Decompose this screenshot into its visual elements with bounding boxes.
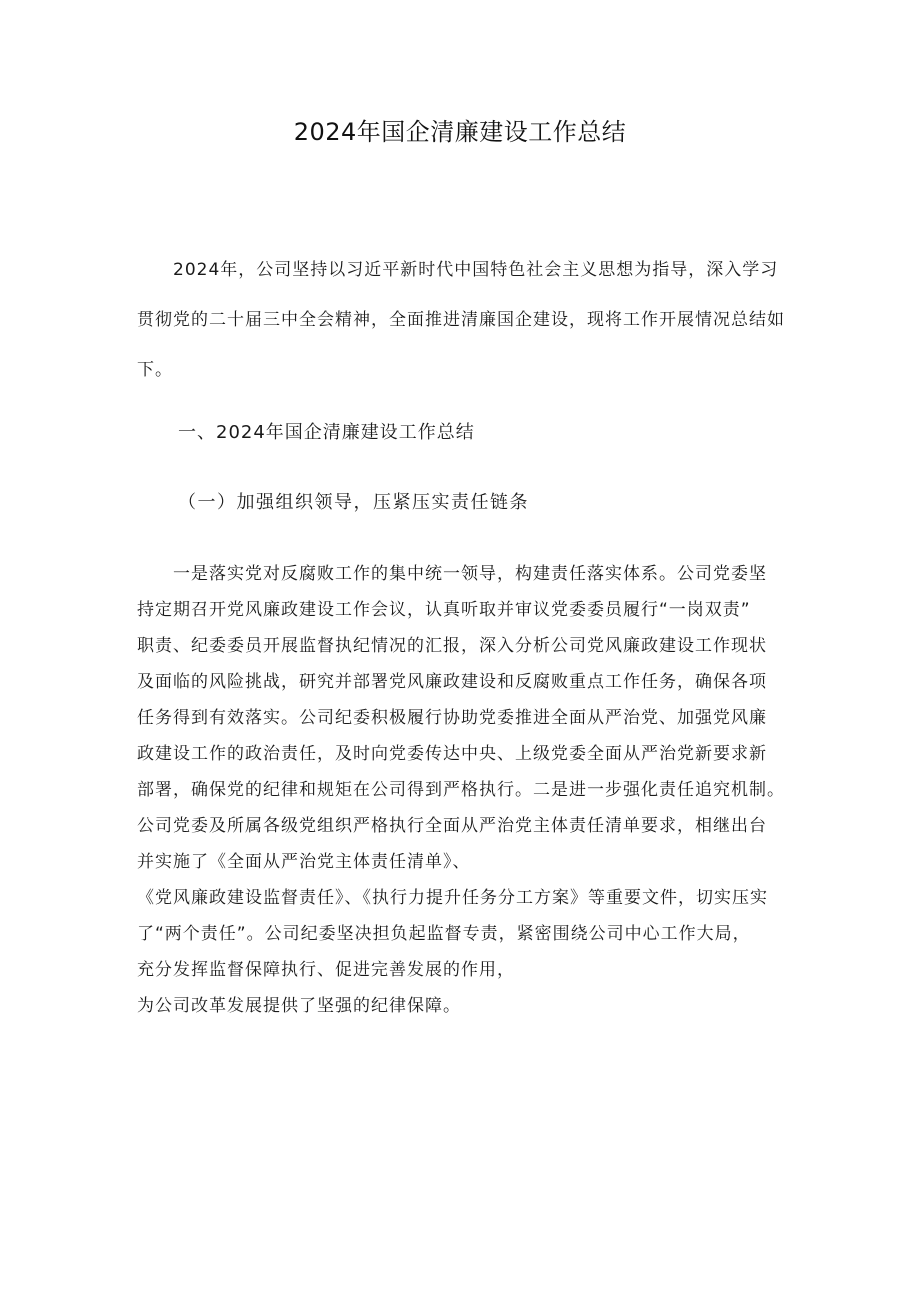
body-line: 职责、纪委委员开展监督执纪情况的汇报，深入分析公司党风廉政建设工作现状 [137,636,767,656]
section-heading: 一、2024年国企清廉建设工作总结 [178,422,475,443]
body-line: 《党风廉政建设监督责任》、《执行力提升任务分工方案》等重要文件，切实压实 [137,888,768,908]
body-line: 一是落实党对反腐败工作的集中统一领导，构建责任落实体系。公司党委坚 [137,564,767,584]
body-line: 任务得到有效落实。公司纪委积极履行协助党委推进全面从严治党、加强党风廉 [137,708,767,728]
body-paragraph [137,556,797,1024]
body-line: 了“两个责任”。公司纪委坚决担负起监督专责，紧密围绕公司中心工作大局， [137,924,751,944]
intro-line: 2024年，公司坚持以习近平新时代中国特色社会主义思想为指导，深入学习 [137,260,779,280]
body-line: 部署，确保党的纪律和规矩在公司得到严格执行。二是进一步强化责任追究机制。 [137,780,785,800]
body-line: 为公司改革发展提供了坚强的纪律保障。 [137,996,461,1016]
body-line: 及面临的风险挑战，研究并部署党风廉政建设和反腐败重点工作任务，确保各项 [137,672,767,692]
document-title: 2024年国企清廉建设工作总结 [293,118,627,146]
body-line: 并实施了《全面从严治党主体责任清单》、 [137,852,471,872]
intro-paragraph [137,245,797,395]
body-line: 政建设工作的政治责任，及时向党委传达中央、上级党委全面从严治党新要求新 [137,744,767,764]
body-line: 充分发挥监督保障执行、促进完善发展的作用， [137,960,515,980]
intro-line: 贯彻党的二十届三中全会精神，全面推进清廉国企建设，现将工作开展情况总结如 [137,310,785,330]
intro-line: 下。 [137,360,173,380]
body-line: 持定期召开党风廉政建设工作会议，认真听取并审议党委委员履行“一岗双责” [137,600,751,620]
body-line: 公司党委及所属各级党组织严格执行全面从严治党主体责任清单要求，相继出台 [137,816,767,836]
subsection-heading: （一）加强组织领导，压紧压实责任链条 [178,492,529,513]
